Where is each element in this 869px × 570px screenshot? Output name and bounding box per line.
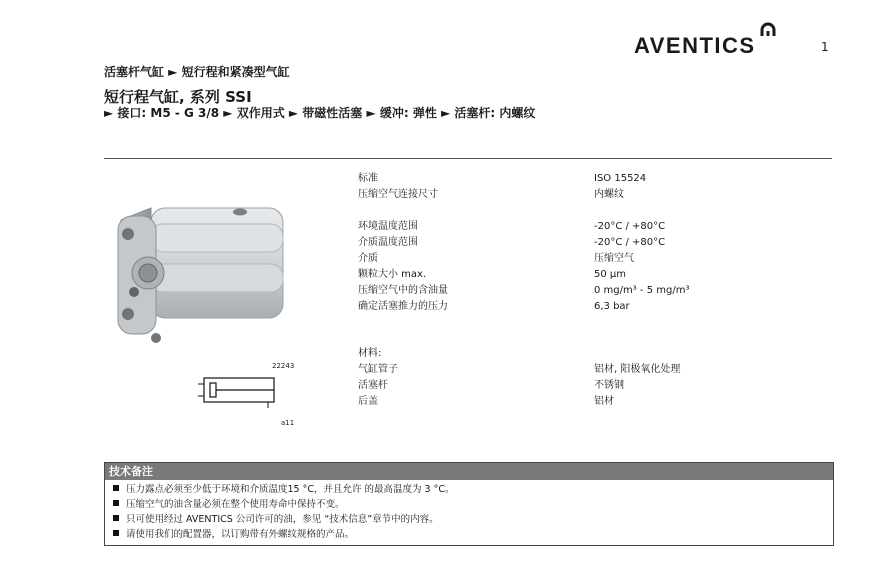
bullet-icon [113, 530, 119, 536]
bullet-icon [113, 500, 119, 506]
bullet-icon [113, 485, 119, 491]
materials-heading: 材料: [358, 348, 382, 359]
spec-value: 0 mg/m³ - 5 mg/m³ [594, 285, 690, 296]
material-value: 不锈钢 [594, 380, 624, 391]
material-label: 活塞杆 [358, 380, 388, 391]
brand-mark-icon [762, 24, 774, 36]
cylinder-symbol-icon [196, 374, 276, 410]
spec-label: 颗粒大小 max. [358, 269, 427, 280]
note-text: 压缩空气的油含量必须在整个使用寿命中保持不变。 [126, 499, 345, 510]
brand-wordmark: AVENTICS [634, 33, 756, 58]
note-item [113, 498, 345, 512]
breadcrumb: 活塞杆气缸 ► 短行程和紧凑型气缸 [104, 65, 290, 79]
cylinder-product-image [106, 168, 296, 358]
spec-value: 50 µm [594, 269, 627, 280]
spec-label: 环境温度范围 [358, 221, 418, 232]
page-subtitle: ► 接口: M5 - G 3/8 ► 双作用式 ► 带磁性活塞 ► 缓冲: 弹性 ► 活塞杆: 内螺纹 [104, 106, 536, 120]
spec-value: 内螺纹 [594, 189, 624, 200]
spec-value: 6,3 bar [594, 301, 630, 312]
spec-label: 压缩空气中的含油量 [358, 285, 448, 296]
material-label: 后盖 [358, 396, 378, 407]
spec-label: 确定活塞推力的压力 [358, 301, 448, 312]
spec-label: 标准 [358, 173, 378, 184]
note-text: 只可使用经过 AVENTICS 公司许可的油，参见 “技术信息”章节中的内容。 [126, 514, 439, 525]
note-item [113, 513, 439, 527]
note-text: 请使用我们的配置器，以订购带有外螺纹规格的产品。 [126, 529, 355, 540]
note-text: 压力露点必须至少低于环境和介质温度15 °C，并且允许 的最高温度为 3 °C。 [126, 484, 455, 495]
header-divider [104, 158, 832, 159]
spec-label: 介质温度范围 [358, 237, 418, 248]
material-value: 铝材 [594, 396, 614, 407]
symbol-code: a11 [281, 419, 295, 427]
note-item [113, 528, 354, 542]
spec-value: -20°C / +80°C [594, 237, 666, 248]
notes-heading-text: 技术备注 [109, 465, 153, 478]
spec-label: 压缩空气连接尺寸 [358, 189, 438, 200]
notes-heading [105, 463, 833, 480]
material-value: 铝材, 阳极氧化处理 [594, 364, 681, 375]
page-title: 短行程气缸, 系列 SSI [104, 88, 252, 106]
spec-value: -20°C / +80°C [594, 221, 666, 232]
spec-label: 介质 [358, 253, 378, 264]
spec-value: 压缩空气 [594, 253, 634, 264]
spec-value: ISO 15524 [594, 173, 647, 184]
technical-notes-box [104, 462, 834, 546]
bullet-icon [113, 515, 119, 521]
material-label: 气缸管子 [358, 364, 398, 375]
note-item [113, 483, 454, 497]
page-number: 1 [821, 40, 829, 54]
aventics-logo [634, 20, 784, 60]
photo-code: 22243 [272, 362, 295, 370]
